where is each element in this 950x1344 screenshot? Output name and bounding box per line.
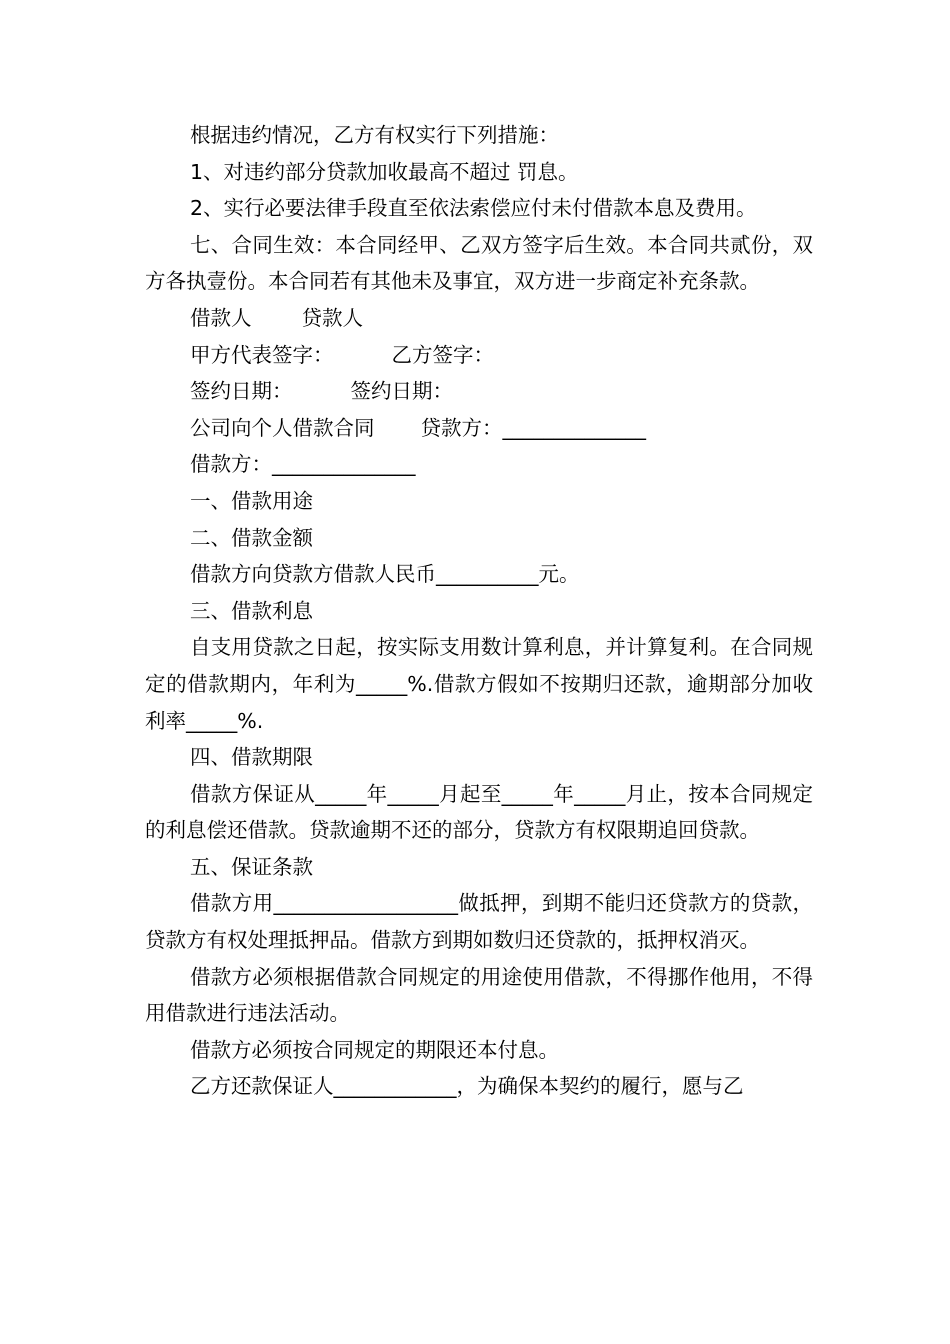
signature-row-date xyxy=(145,373,813,410)
paragraph-contract-effect: 七、合同生效：本合同经甲、乙双方签字后生效。本合同共贰份，双方各执壹份。本合同若有其他未及事宜，双方进一步商定补充条款。 xyxy=(145,232,813,294)
borrower-field: 借款方：______________ xyxy=(190,452,416,477)
paragraph-breach-measures: 根据违约情况，乙方有权实行下列措施： xyxy=(190,123,559,147)
section-term-heading: 四、借款期限 xyxy=(190,745,313,770)
sign-date-label-1: 签约日期： xyxy=(190,379,293,404)
paragraph-collateral: 借款方用__________________做抵押，到期不能归还贷款方的贷款，贷款方有权处理抵押品。借款方到期如数归还贷款的，抵押权消灭。 xyxy=(145,891,813,953)
paragraph-term: 借款方保证从_____年_____月起至_____年_____月止，按本合同规定的利息偿还借款。贷款逾期不还的部分，贷款方有权限期追回贷款。 xyxy=(145,781,813,843)
party-b-sign-label: 乙方签字： xyxy=(391,342,494,367)
paragraph-interest: 自支用贷款之日起，按实际支用数计算利息，并计算复利。在合同规定的借款期内，年利为_____%.借款方假如不按期归还款，逾期部分加收利率_____%. xyxy=(145,635,813,733)
paragraph-measure-1: 1、对违约部分贷款加收最高不超过 罚息。 xyxy=(190,159,579,184)
paragraph-repayment: 借款方必须按合同规定的期限还本付息。 xyxy=(190,1037,559,1062)
section-interest-heading: 三、借款利息 xyxy=(190,598,313,623)
lender-label: 贷款人 xyxy=(301,305,363,330)
section-amount-heading: 二、借款金额 xyxy=(190,525,313,550)
paragraph-measure-2: 2、实行必要法律手段直至依法索偿应付未付借款本息及费用。 xyxy=(190,196,757,221)
document-page xyxy=(145,117,813,1105)
lender-field: 贷款方：______________ xyxy=(420,415,646,440)
contract-title: 公司向个人借款合同 xyxy=(190,415,375,440)
party-a-sign-label: 甲方代表签字： xyxy=(190,342,334,367)
section-purpose-heading: 一、借款用途 xyxy=(190,488,313,513)
paragraph-amount: 借款方向贷款方借款人民币__________元。 xyxy=(190,562,580,587)
signature-row-parties xyxy=(145,300,813,337)
paragraph-guarantor: 乙方还款保证人____________，为确保本契约的履行，愿与乙 xyxy=(190,1074,744,1099)
sign-date-label-2: 签约日期： xyxy=(350,379,453,404)
borrower-field-row xyxy=(145,446,813,483)
paragraph-usage: 借款方必须根据借款合同规定的用途使用借款，不得挪作他用，不得用借款进行违法活动。 xyxy=(145,964,813,1026)
contract-title-row xyxy=(145,410,813,447)
signature-row-sign xyxy=(145,337,813,374)
borrower-label: 借款人 xyxy=(190,305,252,330)
section-guarantee-heading: 五、保证条款 xyxy=(190,854,313,879)
